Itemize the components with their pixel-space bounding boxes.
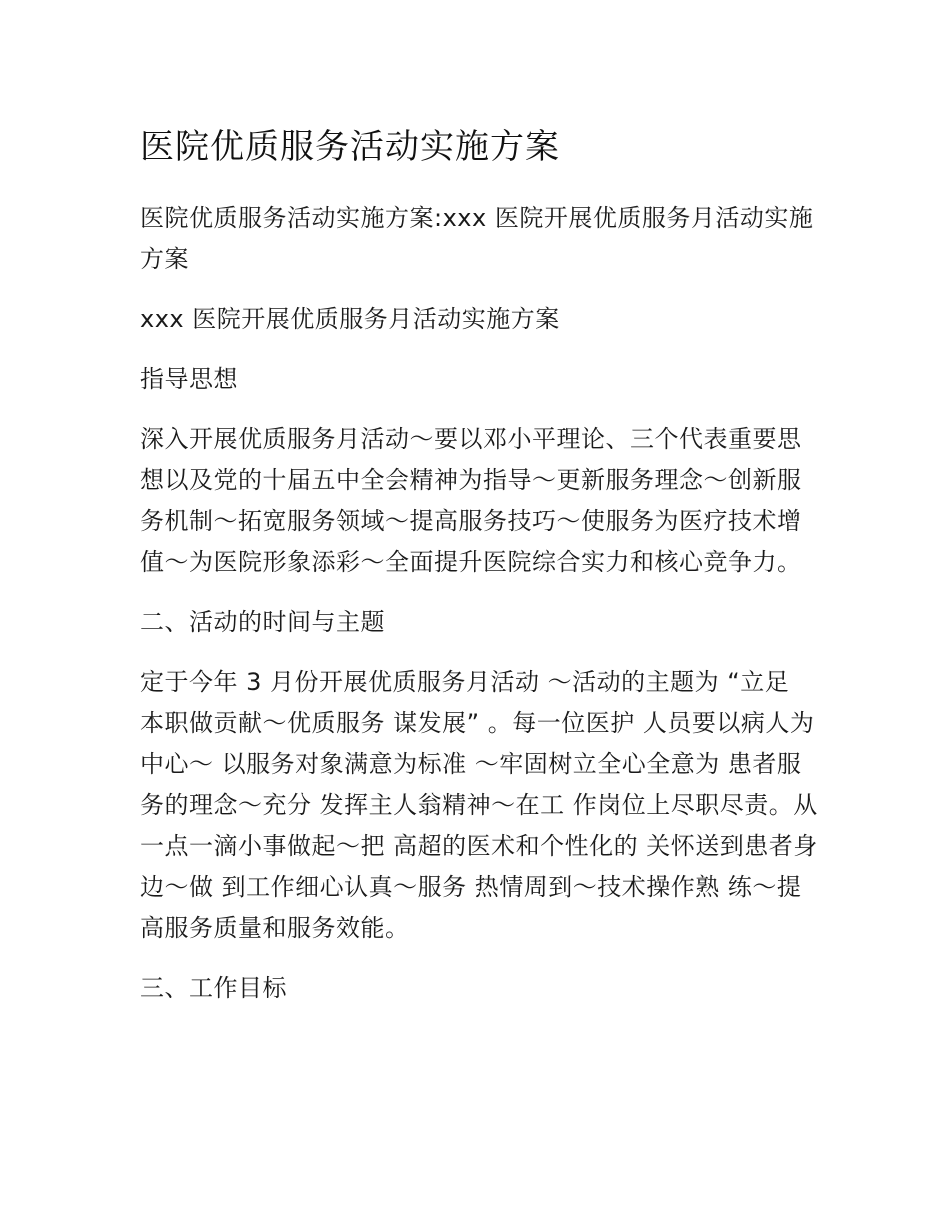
section-heading-guiding-thought: 指导思想 <box>140 365 238 393</box>
document-content <box>140 122 820 1028</box>
section-heading-time-and-theme: 二、活动的时间与主题 <box>140 608 385 636</box>
section-body-time-and-theme: 定于今年 3 月份开展优质服务月活动 ～活动的主题为 “立足 本职做贡献～优质服务 谋发展” 。每一位医护 人员要以病人为中心～ 以服务对象满意为标准 ～牢固树立全心全意为 患者服务的理念～充分 发挥主人翁精神～在工 作岗位上尽职尽责。从 一点一滴小事做起～把 高超的医术和个性化的 关怀送到患者身边～做 到工作细心认真～服务 热情周到～技术操作熟 练～提高服务质量和服务效能。 <box>140 668 818 942</box>
plan-name: xxx 医院开展优质服务月活动实施方案 <box>140 305 560 333</box>
document-subtitle: 医院优质服务活动实施方案:xxx 医院开展优质服务月活动实施方案 <box>140 204 814 273</box>
document-title: 医院优质服务活动实施方案 <box>140 127 560 167</box>
section-body-guiding-thought: 深入开展优质服务月活动～要以邓小平理论、三个代表重要思想以及党的十届五中全会精神为指导～更新服务理念～创新服务机制～拓宽服务领域～提高服务技巧～使服务为医疗技术增值～为医院形象添彩～全面提升医院综合实力和核心竞争力。 <box>140 425 802 576</box>
section-heading-work-goals: 三、工作目标 <box>140 974 287 1002</box>
